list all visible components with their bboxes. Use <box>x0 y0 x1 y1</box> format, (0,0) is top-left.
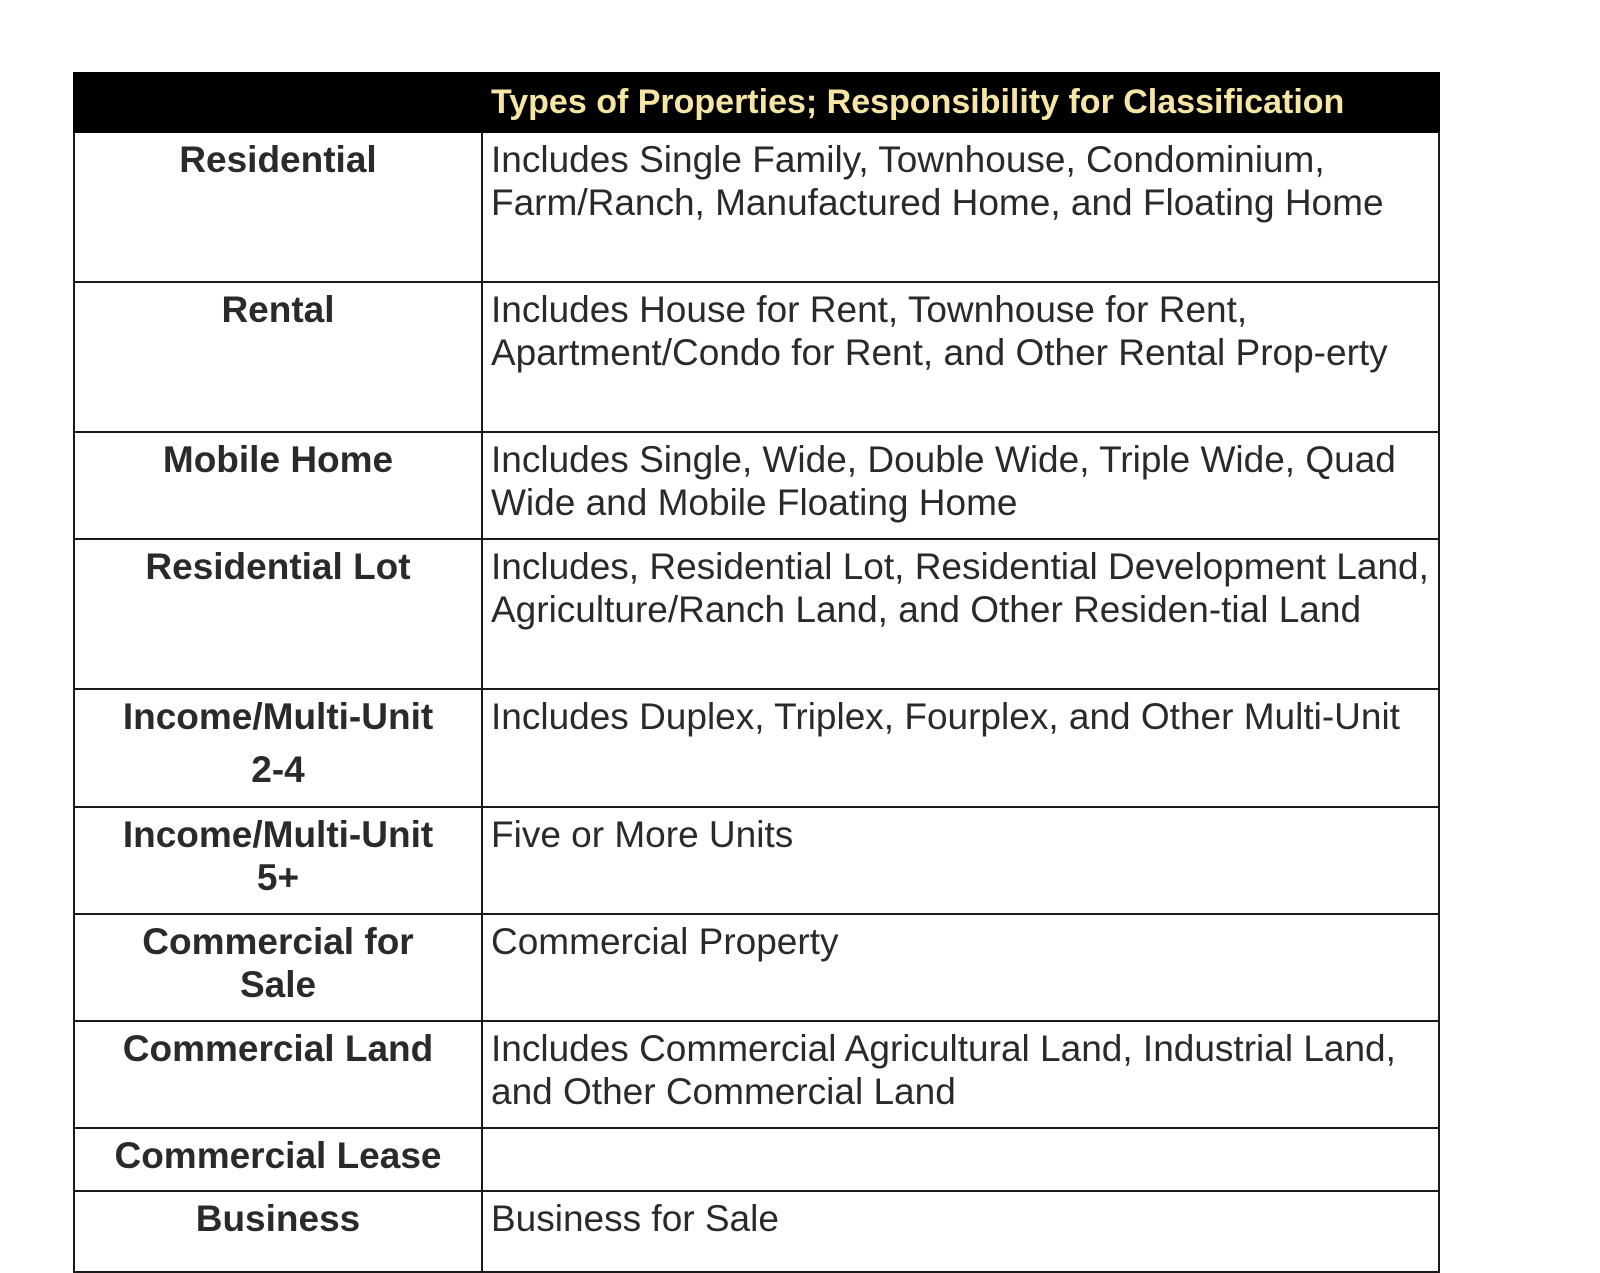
category-label-line2: 5+ <box>256 857 300 898</box>
description-cell: Business for Sale <box>482 1191 1439 1272</box>
category-cell <box>74 282 482 432</box>
category-cell <box>74 689 482 807</box>
category-cell <box>74 1128 482 1191</box>
description-cell: Includes House for Rent, Townhouse for Rent, Apartment/Condo for Rent, and Other Rental Prop-erty <box>482 282 1439 432</box>
category-cell <box>74 1191 482 1272</box>
description-cell: Includes Single Family, Townhouse, Condominium, Farm/Ranch, Manufactured Home, and Floating Home <box>482 132 1439 282</box>
table-row <box>74 1128 1439 1191</box>
description-cell: Five or More Units <box>482 807 1439 914</box>
description-cell: Includes Duplex, Triplex, Fourplex, and Other Multi-Unit <box>482 689 1439 807</box>
category-label-line2: Sale <box>239 964 317 1005</box>
description-cell: Includes Single, Wide, Double Wide, Triple Wide, Quad Wide and Mobile Floating Home <box>482 432 1439 539</box>
table-row <box>74 132 1439 282</box>
table-header-row <box>74 73 1439 132</box>
description-cell: Commercial Property <box>482 914 1439 1021</box>
description-cell: Includes, Residential Lot, Residential Development Land, Agriculture/Ranch Land, and Other Residen-tial Land <box>482 539 1439 689</box>
category-cell <box>74 1021 482 1128</box>
category-label: Residential Lot <box>145 546 411 587</box>
category-label: Commercial Land <box>122 1028 434 1069</box>
property-types-table <box>73 72 1440 1273</box>
table-row <box>74 282 1439 432</box>
category-label: Commercial for <box>142 921 414 962</box>
category-cell <box>74 539 482 689</box>
description-cell <box>482 1128 1439 1191</box>
category-cell <box>74 807 482 914</box>
category-label-line2: 2-4 <box>251 749 305 790</box>
category-label: Commercial Lease <box>114 1135 442 1176</box>
table-row <box>74 689 1439 807</box>
table-title: Types of Properties; Responsibility for Classification <box>482 73 1439 132</box>
category-label: Residential <box>179 139 377 180</box>
category-cell <box>74 914 482 1021</box>
category-cell <box>74 132 482 282</box>
category-label: Rental <box>221 289 335 330</box>
table-row <box>74 1191 1439 1272</box>
header-left-cell <box>74 73 482 132</box>
category-label: Mobile Home <box>162 439 394 480</box>
table-row <box>74 432 1439 539</box>
table-row <box>74 539 1439 689</box>
table-row <box>74 1021 1439 1128</box>
category-cell <box>74 432 482 539</box>
table-row <box>74 914 1439 1021</box>
category-label: Income/Multi-Unit <box>122 696 434 737</box>
category-label: Income/Multi-Unit <box>122 814 434 855</box>
table-row <box>74 807 1439 914</box>
description-cell: Includes Commercial Agricultural Land, Industrial Land, and Other Commercial Land <box>482 1021 1439 1128</box>
category-label: Business <box>195 1198 361 1239</box>
